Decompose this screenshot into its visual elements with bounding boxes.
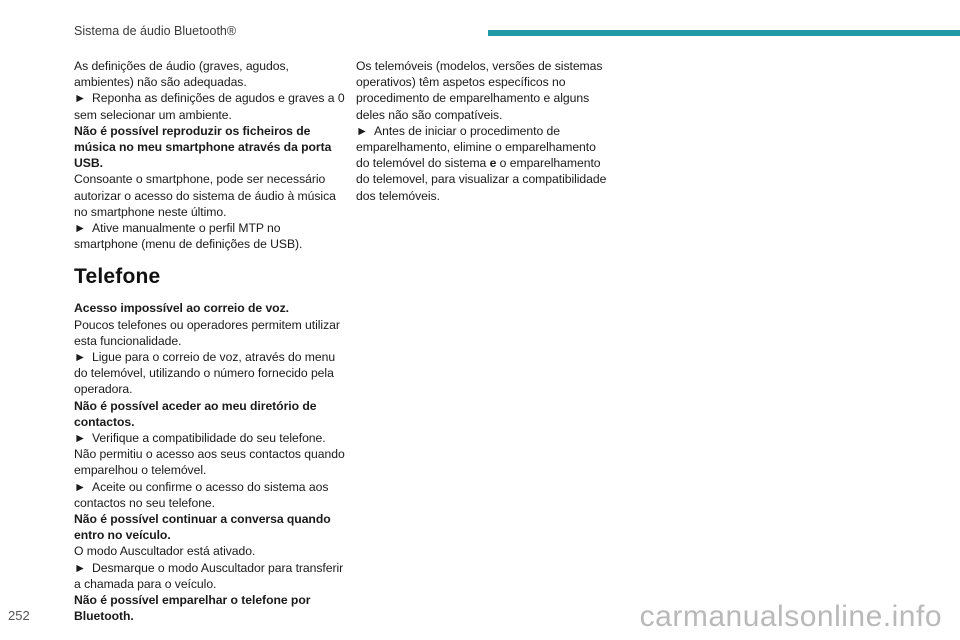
step-text: o emparelhamento do telemovel, para visualizar a compatibilidade dos telemóveis. [356,156,607,203]
step-arrow-icon: ► [74,350,87,365]
step-arrow-icon: ► [74,431,87,446]
bold-heading: Não é possível aceder ao meu diretório de contactos. [74,398,317,429]
step-arrow-icon: ► [356,123,369,138]
page-header-accent-bar [488,30,960,36]
step-text: Ligue para o correio de voz, através do menu do telemóvel, utilizando o número fornecido pela operadora. [74,350,336,397]
step-text: Ative manualmente o perfil MTP no smartphone (menu de definições de USB). [74,221,303,252]
step-paragraph [74,90,346,122]
paragraph: Poucos telefones ou operadores permitem utilizar esta funcionalidade. [74,317,340,348]
step-paragraph [74,430,346,446]
paragraph: Consoante o smartphone, pode ser necessário autorizar o acesso do sistema de áudio à música no smartphone neste último. [74,172,336,219]
paragraph: Não permitiu o acesso aos seus contactos quando emparelhou o telemóvel. [74,447,345,478]
page-header-title: Sistema de áudio Bluetooth® [74,24,237,38]
paragraph: Os telemóveis (modelos, versões de sistemas operativos) têm aspetos específicos no procedimento de emparelhamento e alguns deles não são compatíveis. [356,59,603,122]
step-arrow-icon: ► [74,560,87,575]
paragraph: O modo Auscultador está ativado. [74,544,256,559]
left-column [74,58,346,625]
step-text: Aceite ou confirme o acesso do sistema aos contactos no seu telefone. [74,479,329,510]
bold-heading: Acesso impossível ao correio de voz. [74,301,289,316]
step-text-bold: e [489,156,497,171]
step-text: Antes de iniciar o procedimento de emparelhamento, elimine o emparelhamento do telemóvel do sistema [356,123,596,171]
right-column [356,58,608,204]
step-text: Desmarque o modo Auscultador para transferir a chamada para o veículo. [74,560,344,591]
step-text: Reponha as definições de agudos e graves a 0 sem selecionar um ambiente. [74,91,345,122]
step-paragraph [74,560,346,592]
bold-heading: Não é possível reproduzir os ficheiros de música no meu smartphone através da porta USB. [74,123,332,171]
step-paragraph [356,123,608,204]
step-text: Verifique a compatibilidade do seu telefone. [92,431,326,446]
step-arrow-icon: ► [74,91,87,106]
bold-heading: Não é possível continuar a conversa quando entro no veículo. [74,512,331,543]
page-number: 252 [8,608,30,623]
step-arrow-icon: ► [74,479,87,494]
step-paragraph [74,349,346,398]
paragraph: As definições de áudio (graves, agudos, ambientes) não são adequadas. [74,59,289,90]
step-paragraph [74,220,346,252]
step-paragraph [74,479,346,511]
watermark: carmanualsonline.info [639,600,942,633]
bold-heading: Não é possível emparelhar o telefone por Bluetooth. [74,593,311,624]
section-title: Telefone [74,265,161,289]
step-arrow-icon: ► [74,221,87,236]
